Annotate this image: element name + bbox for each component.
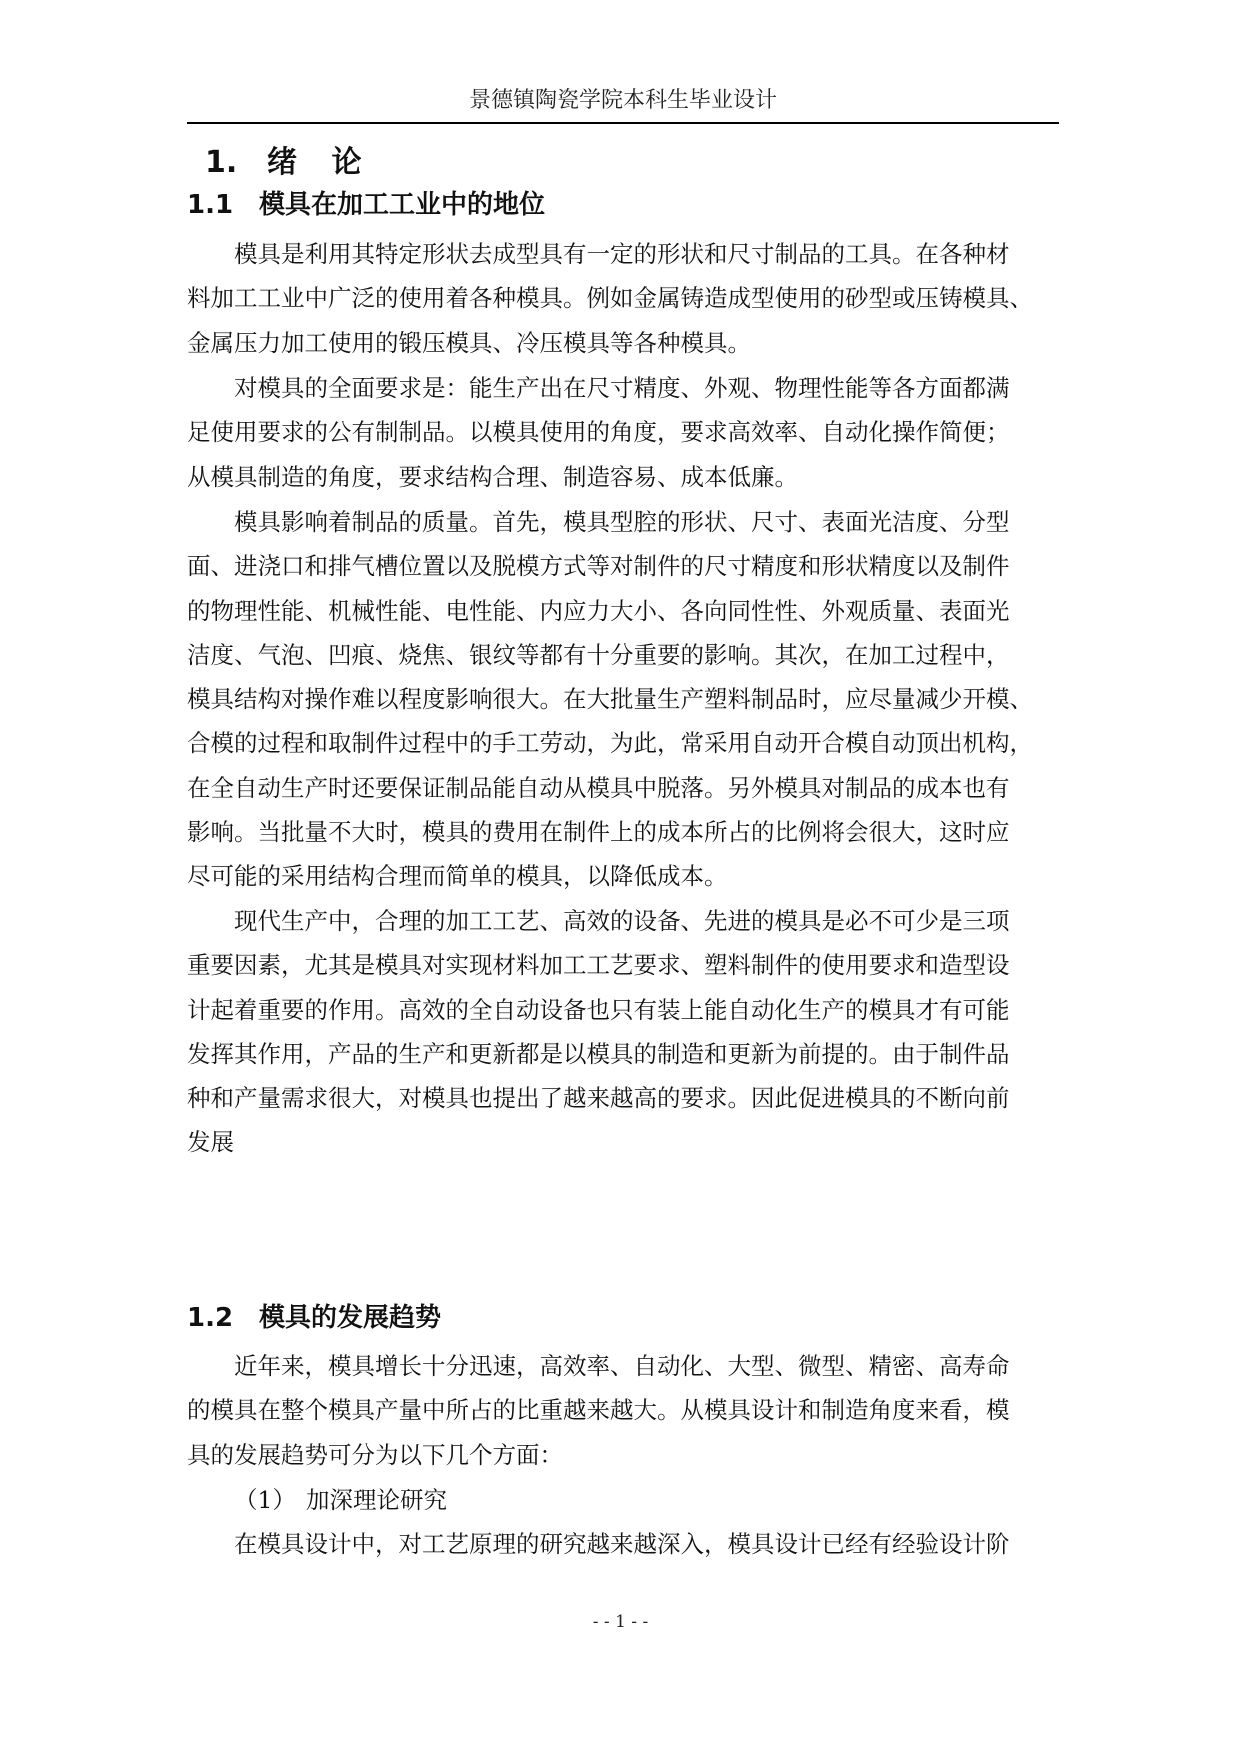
running-header: 景德镇陶瓷学院本科生毕业设计 xyxy=(468,88,777,113)
section-heading-1-1 xyxy=(187,187,545,223)
paragraph-line: 的物理性能、机械性能、电性能、内应力大小、各向同性性、外观质量、表面光 xyxy=(187,596,1010,625)
paragraph-6 xyxy=(187,1522,1059,1566)
list-item-text: 加深理论研究 xyxy=(306,1486,447,1514)
chapter-heading xyxy=(205,143,373,183)
paragraph-line: 影响。当批量不大时，模具的费用在制件上的成本所占的比例将会很大，这时应 xyxy=(187,818,1010,847)
header-rule xyxy=(187,122,1059,124)
paragraph-1 xyxy=(187,232,1059,365)
paragraph-line: 重要因素，尤其是模具对实现材料加工工艺要求、塑料制件的使用要求和造型设 xyxy=(187,951,1010,980)
section-title: 模具的发展趋势 xyxy=(259,1303,442,1333)
paragraph-line: 种和产量需求很大，对模具也提出了越来越高的要求。因此促进模具的不断向前 xyxy=(187,1084,1010,1113)
paragraph-line: 现代生产中，合理的加工工艺、高效的设备、先进的模具是必不可少是三项 xyxy=(234,907,1010,935)
page-number: - - 1 - - xyxy=(592,1612,649,1632)
chapter-title: 绪 论 xyxy=(267,145,374,180)
paragraph-2 xyxy=(187,366,1059,499)
paragraph-line: 在全自动生产时还要保证制品能自动从模具中脱落。另外模具对制品的成本也有 xyxy=(187,773,1010,802)
paragraph-line: 在模具设计中，对工艺原理的研究越来越深入，模具设计已经有经验设计阶 xyxy=(234,1530,1010,1558)
paragraph-line: 模具结构对操作难以程度影响很大。在大批量生产塑料制品时，应尽量减少开模、 xyxy=(187,685,1033,714)
paragraph-line: 金属压力加工使用的锻压模具、冷压模具等各种模具。 xyxy=(187,328,751,357)
list-item xyxy=(234,1478,447,1522)
paragraph-line: 从模具制造的角度，要求结构合理、制造容易、成本低廉。 xyxy=(187,462,798,491)
paragraph-5 xyxy=(187,1344,1059,1477)
section-number: 1.2 xyxy=(187,1303,234,1333)
paragraph-line: 对模具的全面要求是：能生产出在尺寸精度、外观、物理性能等各方面都满 xyxy=(234,374,1010,402)
paragraph-line: 足使用要求的公有制制品。以模具使用的角度，要求高效率、自动化操作简便； xyxy=(187,418,1010,447)
paragraph-line: 洁度、气泡、凹痕、烧焦、银纹等都有十分重要的影响。其次，在加工过程中， xyxy=(187,640,1010,669)
paragraph-line: 近年来，模具增长十分迅速，高效率、自动化、大型、微型、精密、高寿命 xyxy=(234,1352,1010,1380)
paragraph-line: 的模具在整个模具产量中所占的比重越来越大。从模具设计和制造角度来看，模 xyxy=(187,1396,1010,1425)
paragraph-line: 料加工工业中广泛的使用着各种模具。例如金属铸造成型使用的砂型或压铸模具、 xyxy=(187,284,1033,313)
paragraph-line: 发展 xyxy=(187,1128,234,1157)
paragraph-line: 发挥其作用，产品的生产和更新都是以模具的制造和更新为前提的。由于制件品 xyxy=(187,1039,1010,1068)
section-heading-1-2 xyxy=(187,1300,441,1336)
paragraph-line: 合模的过程和取制件过程中的手工劳动，为此，常采用自动开合模自动顶出机构， xyxy=(187,729,1033,758)
list-item-marker: （1） xyxy=(234,1486,296,1514)
paragraph-line: 模具是利用其特定形状去成型具有一定的形状和尺寸制品的工具。在各种材 xyxy=(234,240,1010,268)
paragraph-line: 具的发展趋势可分为以下几个方面： xyxy=(187,1440,563,1469)
paragraph-line: 计起着重要的作用。高效的全自动设备也只有装上能自动化生产的模具才有可能 xyxy=(187,995,1010,1024)
section-number: 1.1 xyxy=(187,190,234,220)
paragraph-line: 尽可能的采用结构合理而简单的模具，以降低成本。 xyxy=(187,862,728,891)
paragraph-line: 面、进浇口和排气槽位置以及脱模方式等对制件的尺寸精度和形状精度以及制件 xyxy=(187,552,1010,581)
paragraph-3 xyxy=(187,500,1059,899)
paragraph-4 xyxy=(187,899,1059,1165)
paragraph-line: 模具影响着制品的质量。首先，模具型腔的形状、尺寸、表面光洁度、分型 xyxy=(234,508,1010,536)
section-title: 模具在加工工业中的地位 xyxy=(259,190,546,220)
chapter-number: 1. xyxy=(205,145,238,180)
